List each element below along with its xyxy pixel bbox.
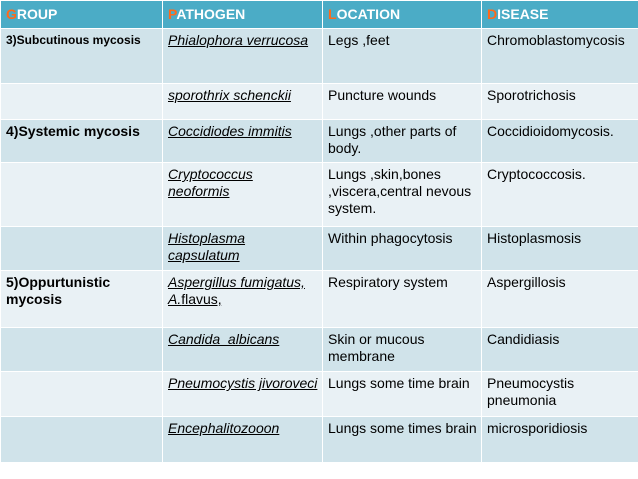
disease-cell: microsporidiosis: [482, 417, 638, 463]
group-cell: [1, 328, 163, 372]
pathogen-name: Candida albicans: [168, 331, 280, 347]
pathogen-cell: [163, 227, 323, 271]
table-row: [1, 372, 638, 417]
header-group-initial: G: [6, 5, 17, 22]
pathogen-name: Phialophora verrucosa: [168, 32, 309, 48]
pathogen-cell: [163, 120, 323, 163]
pathogen-name: Coccidiodes immitis: [168, 123, 292, 139]
table-row: [1, 120, 638, 163]
location-cell: Lungs some time brain: [323, 372, 482, 417]
pathogen-cell: [163, 328, 323, 372]
pathogen-name: Cryptococcus neoformis: [168, 166, 253, 199]
header-location-rest: OCATION: [336, 5, 401, 22]
pathogen-name: Encephalitozooon: [168, 420, 280, 436]
group-cell: 5)Oppurtunistic mycosis: [1, 271, 163, 328]
pathogen-name: Histoplasma capsulatum: [168, 230, 246, 263]
location-cell: Puncture wounds: [323, 84, 482, 120]
location-cell: Respiratory system: [323, 271, 482, 328]
header-location-initial: L: [328, 5, 337, 22]
disease-cell: Aspergillosis: [482, 271, 638, 328]
pathogen-name: Aspergillus fumigatus, A.: [168, 274, 305, 307]
header-pathogen: [163, 1, 323, 29]
pathogen-cell: [163, 271, 323, 328]
header-row: [1, 1, 638, 29]
disease-cell: Coccidioidomycosis.: [482, 120, 638, 163]
pathogen-name: sporothrix schenckii: [168, 87, 291, 103]
header-disease: [482, 1, 638, 29]
group-cell: [1, 417, 163, 463]
group-cell: [1, 163, 163, 227]
location-cell: Skin or mucous membrane: [323, 328, 482, 372]
header-group: [1, 1, 163, 29]
header-disease-rest: ISEASE: [497, 5, 549, 22]
disease-cell: Candidiasis: [482, 328, 638, 372]
location-cell: Lungs ,other parts of body.: [323, 120, 482, 163]
table-row: [1, 417, 638, 463]
pathogen-cell: [163, 29, 323, 84]
pathogen-cell: [163, 163, 323, 227]
disease-cell: Sporotrichosis: [482, 84, 638, 120]
group-cell: [1, 372, 163, 417]
disease-cell: Histoplasmosis: [482, 227, 638, 271]
header-disease-initial: D: [487, 5, 498, 22]
table-row: [1, 271, 638, 328]
header-group-rest: ROUP: [16, 5, 58, 22]
location-cell: Lungs ,skin,bones ,viscera,central nevous system.: [323, 163, 482, 227]
group-cell: 3)Subcutinous mycosis: [1, 29, 163, 84]
disease-cell: Cryptococcosis.: [482, 163, 638, 227]
disease-cell: Pneumocystis pneumonia: [482, 372, 638, 417]
table-row: [1, 29, 638, 84]
table-row: [1, 328, 638, 372]
group-cell: [1, 84, 163, 120]
table-row: [1, 227, 638, 271]
pathogen-cell: [163, 417, 323, 463]
table-row: [1, 163, 638, 227]
header-pathogen-initial: P: [168, 5, 177, 22]
location-cell: Within phagocytosis: [323, 227, 482, 271]
pathogen-cell: [163, 84, 323, 120]
group-cell: 4)Systemic mycosis: [1, 120, 163, 163]
location-cell: Legs ,feet: [323, 29, 482, 84]
location-cell: Lungs some times brain: [323, 417, 482, 463]
pathogen-name: Pneumocystis jivoroveci: [168, 375, 318, 391]
disease-cell: Chromoblastomycosis: [482, 29, 638, 84]
table-row: [1, 84, 638, 120]
group-cell: [1, 227, 163, 271]
pathogen-cell: [163, 372, 323, 417]
header-location: [323, 1, 482, 29]
header-pathogen-rest: ATHOGEN: [176, 5, 246, 22]
pathogen-name-upright: flavus,: [181, 291, 222, 307]
